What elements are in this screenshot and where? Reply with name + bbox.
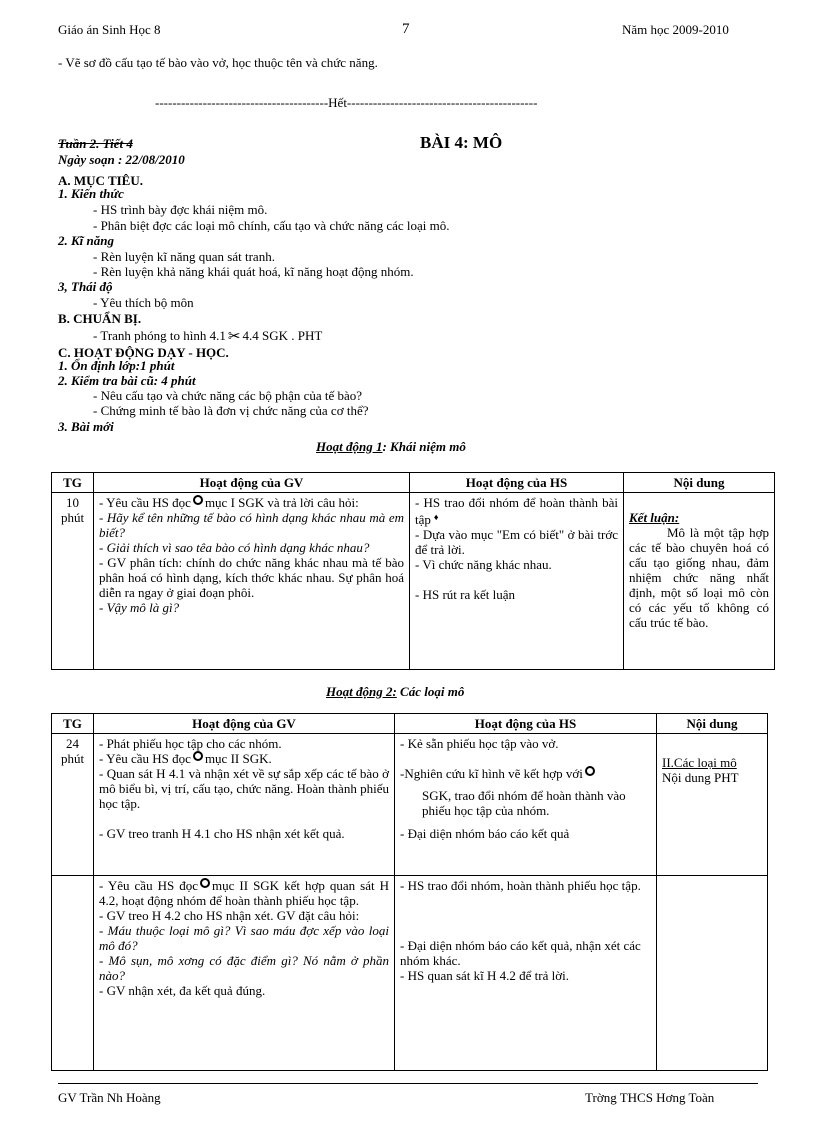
activity1-header-hs: Hoạt động của HS (410, 473, 624, 493)
activity2-r2-gv-line5: - GV nhận xét, đa kết quả đúng. (99, 983, 266, 998)
activity1-gv-line1-a: - Yêu cầu HS đọc (99, 495, 191, 510)
activity1-nd-title: Kết luận: (629, 510, 680, 525)
activity2-time: 24 phút (52, 734, 94, 876)
diamond-icon: ♦ (433, 512, 439, 522)
page-number: 7 (402, 21, 410, 37)
section-c2-line2: - Chứng minh tế bào là đơn vị chức năng của cơ thể? (93, 403, 369, 418)
activity2-r2-gv-line4: - Mô sụn, mô xơng có đặc điểm gì? Nó nằm ở phần nào? (99, 953, 389, 983)
activity2-r1-hs-line1: - Kẻ sẵn phiếu học tập vào vở. (400, 736, 559, 751)
activity1-gv-cell (94, 493, 410, 670)
activity1-gv-line2: - Hãy kể tên những tế bào có hình dạng khác nhau mà em biết? (99, 510, 404, 540)
section-b-line1-a: - Tranh phóng to hình 4.1 (93, 328, 226, 343)
activity2-r1-nd-body: Nội dung PHT (662, 770, 739, 785)
activity2-r1-hs-cell (395, 734, 657, 876)
activity1-hs-line1-a: - HS trao đổi nhóm để hoàn thành bài tập (415, 495, 618, 527)
section-a2: 2. Kĩ năng (58, 233, 114, 248)
footer-rule (58, 1083, 758, 1084)
activity1-gv-line3: - Giải thích vì sao têa bào có hình dạng khác nhau? (99, 540, 370, 555)
activity2-r2-gv-line1-a: - Yêu cầu HS đọc (99, 878, 198, 893)
activity2-r2-hs-line2: - Đại diện nhóm báo cáo kết quả, nhận xét các nhóm khác. (400, 938, 641, 968)
circle-icon (200, 878, 210, 888)
activity2-r1-gv-line3: - Quan sát H 4.1 và nhận xét về sự sắp xếp các tế bào ở mô biểu bì, vị trí, cấu tạo, chức năng. Hoàn thành phiếu học tập. (99, 766, 389, 811)
activity1-header-tg: TG (52, 473, 94, 493)
activity1-header-nd: Nội dung (624, 473, 775, 493)
section-a2-line2: - Rèn luyện khả năng khái quát hoá, kĩ năng hoạt động nhóm. (93, 264, 414, 279)
scissors-icon: ✂ (227, 329, 241, 345)
activity2-r1-nd-cell (657, 734, 768, 876)
footer-left: GV Trần Nh Hoàng (58, 1090, 161, 1105)
header-left: Giáo án Sinh Học 8 (58, 22, 161, 37)
circle-icon (193, 751, 203, 761)
footer-right: Trờng THCS Hơng Toàn (585, 1090, 715, 1105)
activity2-r2-hs-cell (395, 876, 657, 1071)
activity2-r1-hs-line2-b: SGK, trao đổi nhóm để hoàn thành vào phiếu học tập của nhóm. (422, 788, 626, 818)
activity2-r2-gv-line1 (99, 878, 389, 908)
section-a2-line1: - Rèn luyện kĩ năng quan sát tranh. (93, 249, 275, 264)
section-a: A. MỤC TIÊU. (58, 173, 143, 188)
activity1-gv-line4: - GV phân tích: chính do chức năng khác nhau mà tế bào phân hoá có hình dạng, kích thớc khác nhau. Sự phân hoá diễn ra ngay ở giai đoạn phôi. (99, 555, 404, 600)
section-c: C. HOẠT ĐỘNG DẠY - HỌC. (58, 345, 229, 360)
activity2-r1-gv-line2-a: - Yêu cầu HS đọc (99, 751, 191, 766)
activity2-r2-time (52, 876, 94, 1071)
activity2-r1-nd-title: II.Các loại mô (662, 755, 737, 770)
activity2-r1-hs-line2 (400, 766, 651, 781)
separator: ----------------------------------------Hết-------------------------------------------- (155, 95, 538, 110)
lesson-week: Tuần 2. Tiết 4 (58, 136, 133, 151)
activity2-header-nd: Nội dung (657, 714, 768, 734)
section-c2: 2. Kiểm tra bài cũ: 4 phút (58, 373, 196, 388)
activity2-r2-gv-line2: - GV treo H 4.2 cho HS nhận xét. GV đặt câu hỏi: (99, 908, 360, 923)
section-a1-line1: - HS trình bày đợc khái niệm mô. (93, 202, 268, 217)
activity2-r1-gv-line2-b: mục II SGK. (204, 751, 272, 766)
section-a1: 1. Kiến thức (58, 186, 124, 201)
activity2-title (326, 684, 464, 699)
lesson-date: Ngày soạn : 22/08/2010 (58, 152, 185, 167)
section-b-line1-b: 4.4 SGK . PHT (242, 328, 323, 343)
section-a3: 3, Thái độ (58, 279, 113, 294)
activity1-gv-line5: - Vậy mô là gì? (99, 600, 180, 615)
lesson-title: BÀI 4: MÔ (420, 133, 503, 152)
section-b-line1 (93, 328, 322, 345)
activity2-title-underlined: Hoạt động 2: (326, 684, 397, 699)
activity1-hs-line2: - Dựa vào mục "Em có biết" ở bài trớc để trả lời. (415, 527, 618, 557)
circle-icon (193, 495, 203, 505)
activity1-gv-line1-b: mục I SGK và trả lời câu hỏi: (204, 495, 359, 510)
section-b: B. CHUẨN BỊ. (58, 311, 142, 326)
activity1-gv-line1 (99, 495, 404, 510)
activity2-r2-nd-cell (657, 876, 768, 1071)
activity1-title-rest: : Khái niệm mô (382, 439, 466, 454)
intro-line: - Vẽ sơ đồ cấu tạo tế bào vào vở, học thuộc tên và chức năng. (58, 55, 378, 70)
activity1-nd-body: Mô là một tập hợp các tế bào chuyên hoá có cấu tạo giống nhau, đảm nhiệm chức năng nhất định, một số loại mô còn có các yếu tố không có cấu trúc tế bào. (629, 525, 769, 630)
activity1-hs-line1 (415, 495, 618, 527)
activity1-time: 10 phút (52, 493, 94, 670)
activity2-header-tg: TG (52, 714, 94, 734)
section-c3: 3. Bài mới (58, 419, 114, 434)
activity2-r1-gv-cell (94, 734, 395, 876)
activity2-table (51, 713, 768, 1071)
activity1-hs-line3: - Vì chức năng khác nhau. (415, 557, 552, 572)
activity2-r1-gv-line1: - Phát phiếu học tập cho các nhóm. (99, 736, 282, 751)
section-a3-line1: - Yêu thích bộ môn (93, 295, 194, 310)
activity1-table (51, 472, 775, 670)
activity1-title-underlined: Hoạt động 1 (316, 439, 383, 454)
header-right: Năm học 2009-2010 (622, 22, 729, 37)
activity2-title-rest: Các loại mô (396, 684, 465, 699)
activity2-r1-hs-line3: - Đại diện nhóm báo cáo kết quả (400, 826, 570, 841)
activity2-header-hs: Hoạt động của HS (395, 714, 657, 734)
circle-icon (585, 766, 595, 776)
activity2-r2-hs-line3: - HS quan sát kĩ H 4.2 để trả lời. (400, 968, 569, 983)
section-c2-line1: - Nêu cấu tạo và chức năng các bộ phận của tế bào? (93, 388, 363, 403)
section-a1-line2: - Phân biệt đợc các loại mô chính, cấu tạo và chức năng các loại mô. (93, 218, 450, 233)
activity2-r2-hs-line1: - HS trao đổi nhóm, hoàn thành phiếu học tập. (400, 878, 641, 893)
activity2-r1-gv-line2 (99, 751, 389, 766)
activity1-hs-line4: - HS rút ra kết luận (415, 587, 516, 602)
activity2-r2-gv-cell (94, 876, 395, 1071)
activity2-header-gv: Hoạt động của GV (94, 714, 395, 734)
section-c1: 1. Ổn định lớp:1 phút (58, 358, 175, 373)
activity1-title (316, 439, 466, 454)
activity2-r1-hs-line2-a: -Nghiên cứu kĩ hình vẽ kết hợp với (400, 766, 583, 781)
activity1-header-gv: Hoạt động của GV (94, 473, 410, 493)
activity2-r2-gv-line3: - Máu thuộc loại mô gì? Vì sao máu đợc xếp vào loại mô đó? (99, 923, 389, 953)
activity2-r1-gv-line4: - GV treo tranh H 4.1 cho HS nhận xét kết quả. (99, 826, 345, 841)
activity1-nd-cell (624, 493, 775, 670)
activity2-r2-gv-line1-b: mục II SGK kết hợp quan sát H 4.2, hoạt động nhóm để hoàn thành phiếu học tập. (99, 878, 390, 908)
activity1-hs-cell (410, 493, 624, 670)
